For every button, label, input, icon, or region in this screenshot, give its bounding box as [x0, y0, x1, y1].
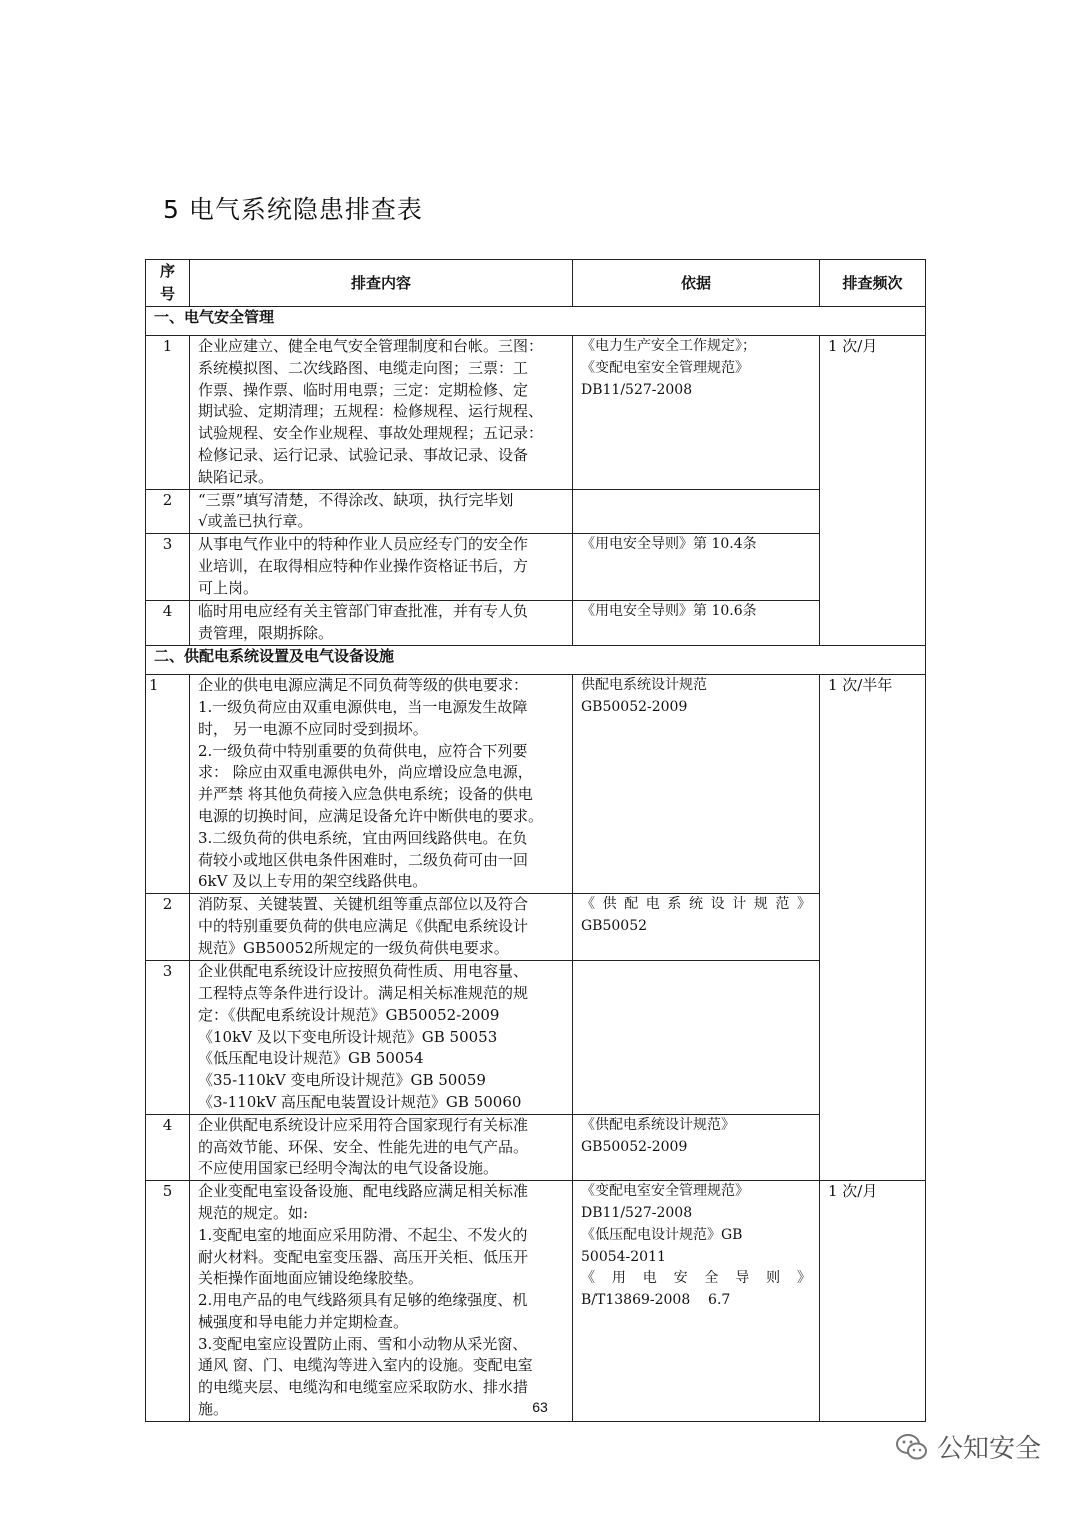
page-title: 5 电气系统隐患排查表 [163, 195, 423, 224]
row-content [190, 336, 573, 490]
header-basis: 依据 [573, 260, 820, 307]
basis-line: 《供配电系统设计规范》 [581, 1116, 735, 1133]
basis-line: GB50052-2009 [581, 698, 688, 715]
basis-line: 供配电系统设计规范 [581, 677, 707, 694]
basis-line: 《电力生产安全工作规定》； [581, 338, 756, 354]
section-row [146, 646, 926, 675]
row-number: 2 [146, 489, 190, 534]
basis-line: 《用电安全导则》第 10.6条 [581, 603, 757, 620]
section-row [146, 307, 926, 336]
row-number: 2 [146, 894, 190, 961]
content-line: 工程特点等条件进行设计。满足相关标准规范的规 [198, 983, 529, 1002]
content-line: 的电缆夹层、电缆沟和电缆室应采取防水、排水措 [198, 1378, 529, 1397]
basis-line: GB50052 [581, 917, 648, 934]
basis-line: 《供配电系统设计规范》 [581, 896, 811, 913]
content-line: 定：《供配电系统设计规范》GB50052-2009 [198, 1005, 500, 1024]
content-line: 规范》GB50052所规定的一级负荷供电要求。 [198, 938, 509, 957]
table-row [146, 1181, 926, 1422]
table-row [146, 675, 926, 894]
basis-line: 《 用 电 安 全 导 则 》 [581, 1270, 811, 1287]
content-line: 电源的切换时间，应满足设备允许中断供电的要求。 [198, 806, 544, 825]
content-line: 企业供配电系统设计应按照负荷性质、用电容量、 [198, 962, 529, 981]
row-number: 1 [146, 675, 190, 894]
table-row [146, 489, 926, 534]
row-basis [573, 336, 820, 490]
table-header-row [146, 260, 926, 307]
content-line: 可上岗。 [198, 578, 259, 597]
content-line: 2.用电产品的电气线路须具有足够的绝缘强度、机 [198, 1291, 528, 1310]
basis-line: 《变配电室安全管理规范》 [581, 1183, 749, 1200]
table-row [146, 1114, 926, 1180]
row-content [190, 1181, 573, 1422]
row-frequency: 1 次/月 [820, 1181, 926, 1422]
content-line: 业培训，在取得相应特种作业操作资格证书后，方 [198, 556, 529, 575]
content-line: 责管理，限期拆除。 [198, 623, 334, 642]
inspection-table [145, 259, 926, 1422]
content-line: 3.二级负荷的供电系统，宜由两回线路供电。在负 [198, 828, 528, 847]
row-content [190, 534, 573, 601]
content-line: 企业变配电室设备设施、配电线路应满足相关标准 [198, 1182, 529, 1201]
row-frequency: 1 次/半年 [820, 675, 926, 1181]
content-line: 关柜操作面地面应铺设绝缘胶垫。 [198, 1269, 424, 1288]
content-line: 中的特别重要负荷的供电应满足《供配电系统设计 [198, 916, 529, 935]
content-line: 3.变配电室应设置防止雨、雪和小动物从采光窗、 [198, 1334, 528, 1353]
row-number: 3 [146, 961, 190, 1115]
row-content [190, 1114, 573, 1180]
header-seq: 序号 [146, 260, 190, 307]
content-line: 从事电气作业中的特种作业人员应经专门的安全作 [198, 535, 529, 554]
content-line: 检修记录、运行记录、试验记录、事故记录、设备 [198, 445, 529, 464]
watermark [895, 1428, 1041, 1465]
wechat-icon [895, 1432, 929, 1462]
basis-line: 《低压配电设计规范》GB [581, 1226, 743, 1243]
content-line: 作票、操作票、临时用电票；三定：定期检修、定 [198, 380, 529, 399]
row-content [190, 961, 573, 1115]
content-line: “三票”填写清楚，不得涂改、缺项，执行完毕划 [198, 490, 514, 509]
content-line: 耐火材料。变配电室变压器、高压开关柜、低压开 [198, 1247, 529, 1266]
content-line: 通风 窗、门、电缆沟等进入室内的设施。变配电室 [198, 1356, 533, 1375]
content-line: 企业的供电电源应满足不同负荷等级的供电要求： [198, 676, 529, 695]
basis-line: B/T13869-2008 6.7 [581, 1292, 731, 1309]
content-line: 1.一级负荷应由双重电源供电，当一电源发生故障 [198, 697, 528, 716]
content-line: 《低压配电设计规范》GB 50054 [198, 1049, 424, 1068]
row-basis [573, 489, 820, 534]
content-line: 械强度和导电能力并定期检查。 [198, 1312, 409, 1331]
content-line: 临时用电应经有关主管部门审查批准，并有专人负 [198, 602, 529, 621]
row-basis [573, 961, 820, 1115]
row-number: 4 [146, 1114, 190, 1180]
content-line: 6kV 及以上专用的架空线路供电。 [198, 872, 428, 891]
content-line: 期试验、定期清理；五规程：检修规程、运行规程、 [198, 402, 544, 421]
content-line: 系统模拟图、二次线路图、电缆走向图；三票：工 [198, 358, 529, 377]
row-basis [573, 601, 820, 646]
content-line: 企业应建立、健全电气安全管理制度和台帐。三图： [198, 337, 544, 355]
content-line: 消防泵、关键装置、关键机组等重点部位以及符合 [198, 895, 529, 914]
row-number: 4 [146, 601, 190, 646]
header-frequency: 排查频次 [820, 260, 926, 307]
basis-line: 50054-2011 [581, 1248, 666, 1265]
basis-line: 《变配电室安全管理规范》 [581, 359, 749, 376]
content-line: 荷较小或地区供电条件困难时，二级负荷可由一回 [198, 850, 529, 869]
content-line: 并严禁 将其他负荷接入应急供电系统；设备的供电 [198, 785, 533, 804]
content-line: 企业供配电系统设计应采用符合国家现行有关标准 [198, 1115, 529, 1134]
table-row [146, 601, 926, 646]
table-row [146, 336, 926, 490]
content-line: 2.一级负荷中特别重要的负荷供电，应符合下列要 [198, 741, 528, 760]
row-basis [573, 534, 820, 601]
row-content [190, 601, 573, 646]
row-basis [573, 1114, 820, 1180]
table-row [146, 961, 926, 1115]
section-title: 二、供配电系统设置及电气设备设施 [146, 646, 926, 675]
basis-line: GB50052-2009 [581, 1138, 688, 1155]
table-row [146, 534, 926, 601]
row-basis [573, 675, 820, 894]
basis-line: DB11/527-2008 [581, 381, 693, 398]
content-line: 《10kV 及以下变电所设计规范》GB 50053 [198, 1027, 498, 1046]
content-line: 试验规程、安全作业规程、事故处理规程；五记录： [198, 424, 544, 443]
basis-line: DB11/527-2008 [581, 1204, 693, 1221]
content-line: 1.变配电室的地面应采用防滑、不起尘、不发火的 [198, 1225, 528, 1244]
basis-line: 《用电安全导则》第 10.4条 [581, 536, 757, 553]
row-number: 3 [146, 534, 190, 601]
content-line: √或盖已执行章。 [198, 512, 313, 531]
table-row [146, 894, 926, 961]
row-number: 1 [146, 336, 190, 490]
section-title: 一、电气安全管理 [146, 307, 926, 336]
row-frequency: 1 次/月 [820, 336, 926, 646]
row-number: 5 [146, 1181, 190, 1422]
row-content [190, 894, 573, 961]
row-basis [573, 1181, 820, 1422]
content-line: 的高效节能、环保、安全、性能先进的电气产品。 [198, 1137, 529, 1156]
content-line: 规范的规定。如: [198, 1203, 309, 1222]
content-line: 时， 另一电源不应同时受到损坏。 [198, 719, 428, 738]
page-number: 63 [532, 1399, 548, 1415]
content-line: 施。 [198, 1400, 229, 1419]
content-line: 《35-110kV 变电所设计规范》GB 50059 [198, 1071, 486, 1090]
row-content [190, 489, 573, 534]
row-content [190, 675, 573, 894]
content-line: 不应使用国家已经明令淘汰的电气设备设施。 [198, 1159, 499, 1178]
row-basis [573, 894, 820, 961]
header-content: 排查内容 [190, 260, 573, 307]
content-line: 缺陷记录。 [198, 467, 274, 486]
content-line: 《3-110kV 高压配电装置设计规范》GB 50060 [198, 1092, 522, 1111]
watermark-text: 公知安全 [937, 1434, 1042, 1464]
content-line: 求： 除应由双重电源供电外，尚应增设应急电源， [198, 763, 533, 782]
